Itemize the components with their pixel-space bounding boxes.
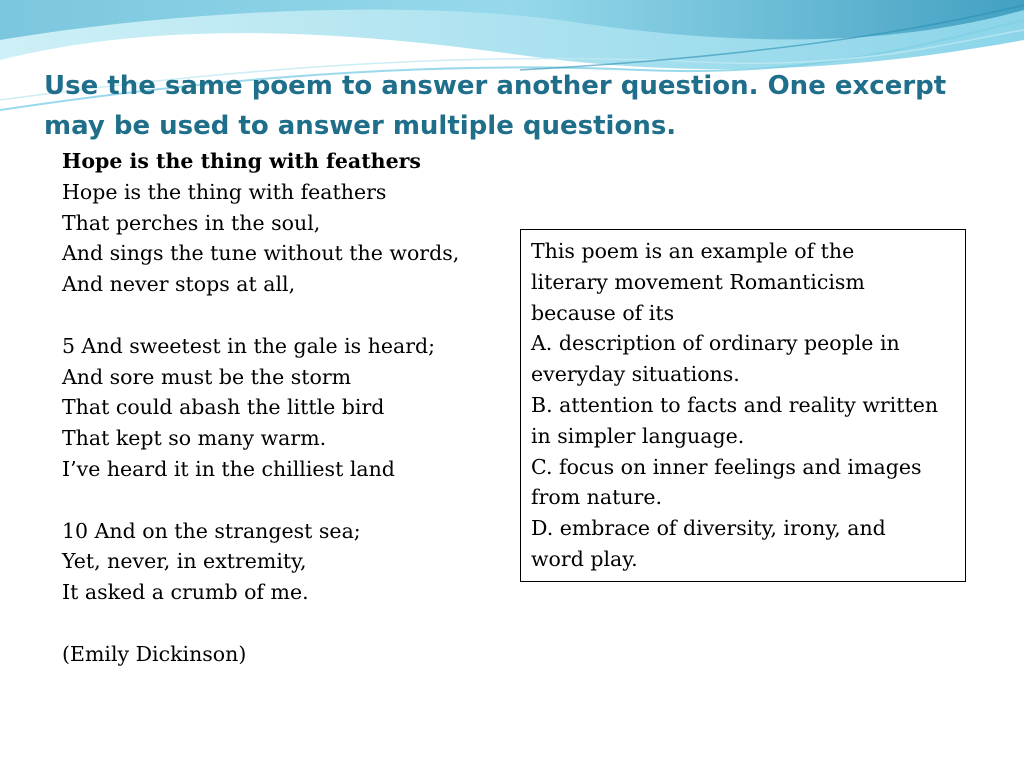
poem-excerpt [62,146,512,670]
poem-line: It asked a crumb of me. [62,580,309,605]
poem-line: I’ve heard it in the chilliest land [62,456,395,481]
answer-option-a: A. description of ordinary people in [531,331,900,356]
answer-option-d: D. embrace of diversity, irony, and [531,516,886,541]
slide-title-line: may be used to answer multiple questions. [44,111,677,141]
answer-option-d-cont: word play. [531,546,638,571]
poem-line: 5 And sweetest in the gale is heard; [62,333,436,358]
poem-line: That could abash the little bird [62,395,385,420]
answer-option-a-cont: everyday situations. [531,362,740,387]
slide-title-line: Use the same poem to answer another question. One excerpt [44,71,947,101]
poem-line: 10 And on the strangest sea; [62,518,361,543]
poem-line: And sings the tune without the words, [62,241,460,266]
poem-line: And never stops at all, [62,272,296,297]
poem-line: And sore must be the storm [62,364,352,389]
question-box [520,229,966,582]
slide-title [44,66,984,146]
question-stem-line: literary movement Romanticism [531,269,865,294]
poem-stanza-break [62,608,512,639]
poem-stanza-break [62,485,512,516]
poem-title: Hope is the thing with feathers [62,149,421,173]
poem-line: Yet, never, in extremity, [62,549,307,574]
poem-line: That perches in the soul, [62,210,321,235]
answer-option-b: B. attention to facts and reality written [531,392,939,417]
answer-option-c-cont: from nature. [531,485,662,510]
poem-author: (Emily Dickinson) [62,641,247,666]
answer-option-c: C. focus on inner feelings and images [531,454,922,479]
question-stem-line: This poem is an example of the [531,239,855,263]
poem-line: That kept so many warm. [62,426,327,451]
poem-line: Hope is the thing with feathers [62,179,387,204]
question-stem-line: because of its [531,300,675,325]
poem-stanza-break [62,300,512,331]
answer-option-b-cont: in simpler language. [531,423,745,448]
